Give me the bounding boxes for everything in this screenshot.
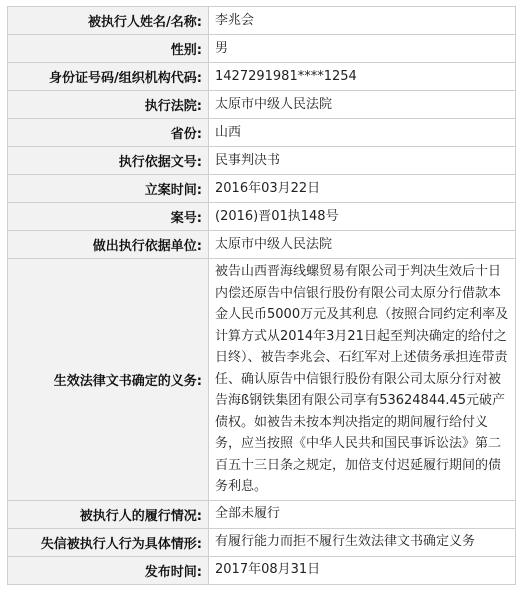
row-id-number <box>8 63 516 91</box>
row-basis-doc <box>8 147 516 175</box>
field-value: 太原市中级人民法院 <box>209 91 516 119</box>
row-province <box>8 119 516 147</box>
field-value: 2016年03月22日 <box>209 175 516 203</box>
field-label: 失信被执行人行为具体情形: <box>8 528 209 556</box>
field-value: 1427291981****1254 <box>209 63 516 91</box>
field-label: 被执行人姓名/名称: <box>8 7 209 35</box>
field-label: 发布时间: <box>8 556 209 584</box>
field-value: 被告山西晋海线螺贸易有限公司于判决生效后十日内偿还原告中信银行股份有限公司太原分行借款本金人民币5000万元及其利息（按照合同约定利率及计算方式从2014年3月21日起至判决确定的给付之日终）、被告李兆会、石红军对上述债务承担连带责任、确认原告中信银行股份有限公司太原分行对被告海ß钢铁集团有限公司享有53624844.45元破产债权。如被告未按本判决指定的期间履行给付义务，应当按照《中华人民共和国民事诉讼法》第二百五十三日条之规定，加倍支付迟延履行期间的债务利息。 <box>209 259 516 501</box>
row-issuing-unit <box>8 231 516 259</box>
dishonest-debtor-record <box>7 6 516 585</box>
field-value: 有履行能力而拒不履行生效法律文书确定义务 <box>209 528 516 556</box>
field-label: 案号: <box>8 203 209 231</box>
field-label: 执行依据文号: <box>8 147 209 175</box>
field-label: 被执行人的履行情况: <box>8 500 209 528</box>
field-label: 做出执行依据单位: <box>8 231 209 259</box>
field-label: 省份: <box>8 119 209 147</box>
row-case-number <box>8 203 516 231</box>
field-label: 立案时间: <box>8 175 209 203</box>
record-table <box>7 6 516 585</box>
row-performance <box>8 500 516 528</box>
field-label: 身份证号码/组织机构代码: <box>8 63 209 91</box>
row-dishonest-behavior <box>8 528 516 556</box>
field-value: 民事判决书 <box>209 147 516 175</box>
field-value: 太原市中级人民法院 <box>209 231 516 259</box>
row-court <box>8 91 516 119</box>
field-label: 执行法院: <box>8 91 209 119</box>
row-name <box>8 7 516 35</box>
row-obligation <box>8 259 516 501</box>
field-value: (2016)晋01执148号 <box>209 203 516 231</box>
field-value: 男 <box>209 35 516 63</box>
field-value: 山西 <box>209 119 516 147</box>
field-label: 生效法律文书确定的义务: <box>8 259 209 501</box>
row-filing-date <box>8 175 516 203</box>
row-publish-date <box>8 556 516 584</box>
field-value: 全部未履行 <box>209 500 516 528</box>
field-value: 2017年08月31日 <box>209 556 516 584</box>
row-gender <box>8 35 516 63</box>
field-value: 李兆会 <box>209 7 516 35</box>
field-label: 性别: <box>8 35 209 63</box>
